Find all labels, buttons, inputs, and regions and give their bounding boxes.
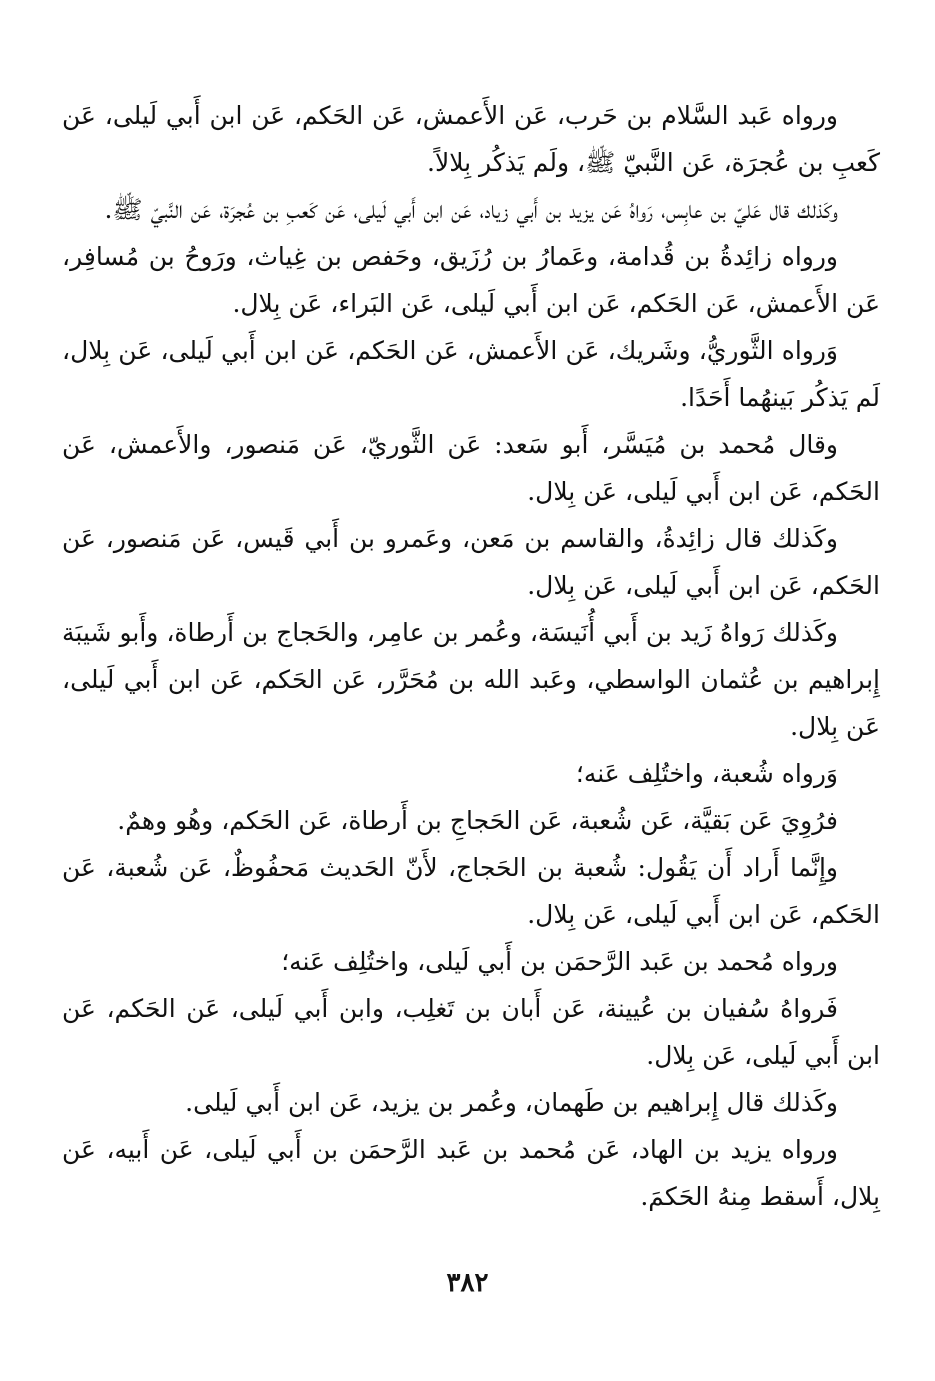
paragraph-14: ورواه يزيد بن الهاد، عَن مُحمد بن عَبد الرَّحمَن بن أَبي لَيلى، عَن أَبيه، عَن بِلال، أَسقط مِنهُ الحَكمَ. <box>62 1135 880 1211</box>
paragraph-10: وإِنَّما أَراد أَن يَقُول: شُعبة بن الحَجاج، لأَنّ الحَديث مَحفُوظٌ، عَن شُعبة، عَن الحَكم، عَن ابن أَبي لَيلى، عَن بِلال. <box>62 853 880 929</box>
paragraph-1: ورواه عَبد السَّلام بن حَرب، عَن الأَعمش، عَن الحَكم، عَن ابن أَبي لَيلى، عَن كَعبِ بن عُجرَة، عَن النَّبيّ ﷺ، ولَم يَذكُر بِلالاً. <box>62 101 880 177</box>
paragraph-4: وَرواه الثَّوريُّ، وشَريك، عَن الأَعمش، عَن الحَكم، عَن ابن أَبي لَيلى، عَن بِلال، لَم يَذكُر بَينهُما أَحَدًا. <box>62 336 880 412</box>
paragraph-8: وَرواه شُعبة، واختُلِف عَنه؛ <box>575 759 838 788</box>
text-body <box>62 92 880 1220</box>
paragraph-11: ورواه مُحمد بن عَبد الرَّحمَن بن أَبي لَيلى، واختُلِف عَنه؛ <box>281 947 838 976</box>
paragraph-3: ورواه زائِدةُ بن قُدامة، وعَمارُ بن رُزَيق، وحَفص بن غِياث، ورَوحُ بن مُسافِر، عَن الأَعمش، عَن الحَكم، عَن ابن أَبي لَيلى، عَن البَراء، عَن بِلال. <box>62 242 880 318</box>
paragraph-13: وكَذلك قال إِبراهيم بن طَهمان، وعُمر بن يزيد، عَن ابن أَبي لَيلى. <box>185 1088 838 1117</box>
paragraph-12: فَرواهُ سُفيان بن عُيينة، عَن أَبان بن تَغلِب، وابن أَبي لَيلى، عَن الحَكم، عَن ابن أَبي لَيلى، عَن بِلال. <box>62 994 880 1070</box>
paragraph-2: وكَذلك قال عَليّ بن عابِس، رَواهُ عَن يزيد بن أَبي زياد، عَن ابن أَبي لَيلى، عَن كَعبِ بن عُجرَة، عَن النَّبيّ ﷺ. <box>104 195 838 224</box>
page-number: ٣٨٢ <box>446 1268 489 1298</box>
paragraph-9: فرُوِيَ عَن بَقيَّة، عَن شُعبة، عَن الحَجاجِ بن أَرطاة، عَن الحَكم، وهُو وهمٌ. <box>117 806 838 835</box>
paragraph-6: وكَذلك قال زائِدةُ، والقاسم بن مَعن، وعَمرو بن أَبي قَيس، عَن مَنصور، عَن الحَكم، عَن ابن أَبي لَيلى، عَن بِلال. <box>62 524 880 600</box>
paragraph-7: وكَذلك رَواهُ زَيد بن أَبي أُنَيسَة، وعُمر بن عامِر، والحَجاج بن أَرطاة، وأَبو شَيبَة إِبراهيم بن عُثمان الواسطي، وعَبد الله بن مُحَرَّر، عَن الحَكم، عَن ابن أَبي لَيلى، عَن بِلال. <box>62 618 880 741</box>
paragraph-5: وقال مُحمد بن مُيَسَّر، أَبو سَعد: عَن الثَّوريّ، عَن مَنصور، والأَعمش، عَن الحَكم، عَن ابن أَبي لَيلى، عَن بِلال. <box>62 430 880 506</box>
page-content <box>62 92 880 1342</box>
